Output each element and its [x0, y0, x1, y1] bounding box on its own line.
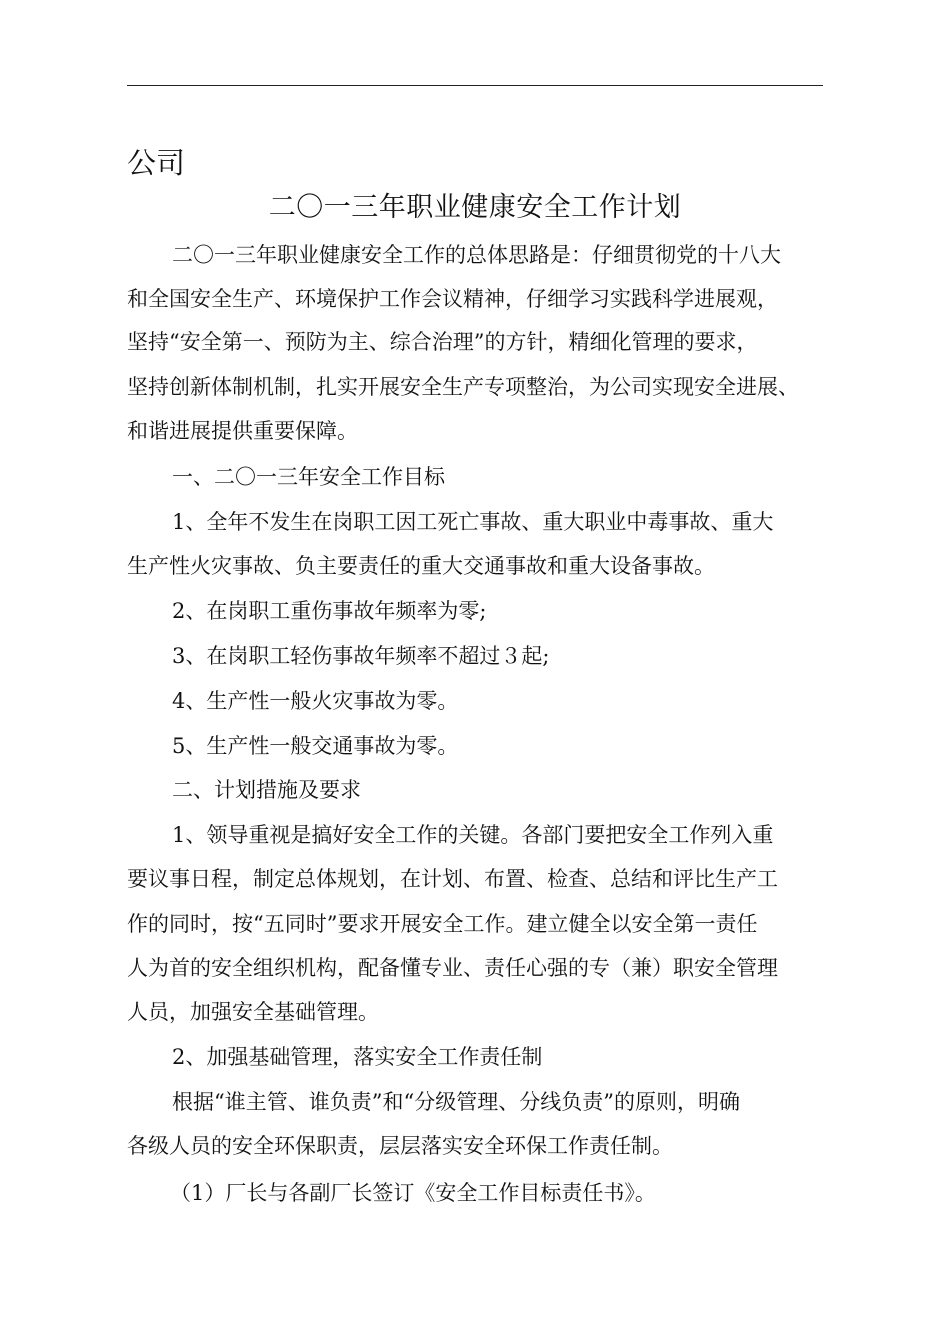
header-rule — [127, 85, 823, 86]
paragraph-line: 人员，加强安全基础管理。 — [127, 1000, 379, 1024]
paragraph-line: 5、生产性一般交通事故为零。 — [172, 734, 459, 758]
paragraph-line: 4、生产性一般火灾事故为零。 — [172, 689, 459, 713]
paragraph-line: 根据“谁主管、谁负责”和“分级管理、分线负责”的原则，明确 — [172, 1090, 740, 1114]
paragraph-line: 人为首的安全组织机构，配备懂专业、责任心强的专（兼）职安全管理 — [127, 956, 778, 980]
paragraph-line: 一、二〇一三年安全工作目标 — [172, 465, 445, 489]
paragraph-line: 二〇一三年职业健康安全工作的总体思路是：仔细贯彻党的十八大 — [172, 243, 781, 267]
paragraph-line: 坚持“安全第一、预防为主、综合治理”的方针，精细化管理的要求， — [127, 330, 758, 354]
paragraph-line: 要议事日程，制定总体规划，在计划、布置、检查、总结和评比生产工 — [127, 867, 778, 891]
paragraph-line: 1、全年不发生在岗职工因工死亡事故、重大职业中毒事故、重大 — [172, 510, 774, 534]
paragraph-line: 2、加强基础管理，落实安全工作责任制 — [172, 1045, 543, 1069]
paragraph-line: 坚持创新体制机制，扎实开展安全生产专项整治，为公司实现安全进展、 — [127, 375, 799, 399]
paragraph-line: 各级人员的安全环保职责，层层落实安全环保工作责任制。 — [127, 1134, 673, 1158]
paragraph-line: 二、计划措施及要求 — [172, 778, 361, 802]
paragraph-line: 作的同时，按“五同时”要求开展安全工作。建立健全以安全第一责任 — [127, 912, 758, 936]
paragraph-line: 和谐进展提供重要保障。 — [127, 419, 358, 443]
paragraph-line: 1、领导重视是搞好安全工作的关键。各部门要把安全工作列入重 — [172, 823, 774, 847]
company-label: 公司 — [127, 146, 186, 180]
paragraph-line: 3、在岗职工轻伤事故年频率不超过３起; — [172, 644, 550, 668]
paragraph-line: 生产性火灾事故、负主要责任的重大交通事故和重大设备事故。 — [127, 554, 715, 578]
paragraph-line: （1）厂长与各副厂长签订《安全工作目标责任书》。 — [170, 1181, 656, 1205]
paragraph-line: 2、在岗职工重伤事故年频率为零; — [172, 599, 487, 623]
paragraph-line: 和全国安全生产、环境保护工作会议精神，仔细学习实践科学进展观， — [127, 287, 778, 311]
document-title: 二〇一三年职业健康安全工作计划 — [268, 192, 682, 223]
